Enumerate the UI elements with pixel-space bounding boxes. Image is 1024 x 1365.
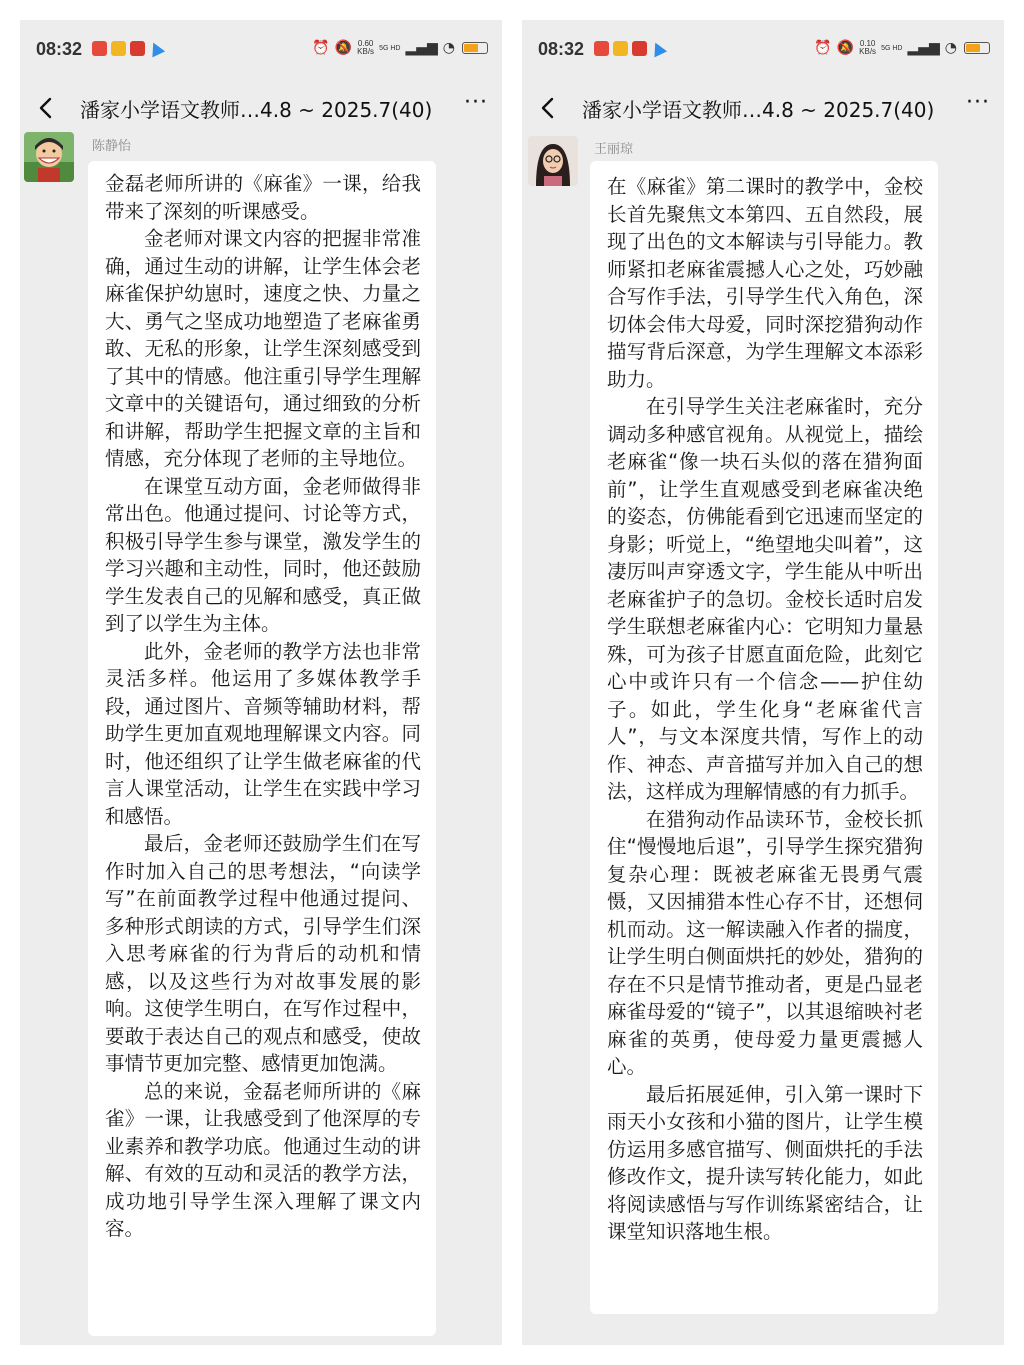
wifi-icon: ◔: [442, 40, 455, 56]
signal-icon: ▂▄▆: [907, 40, 940, 56]
message-paragraph: 在《麻雀》第二课时的教学中，金校长首先聚焦文本第四、五自然段，展现了出色的文本解读与引导能力。教师紧扣老麻雀震撼人心之处，巧妙融合写作手法，引导学生代入角色，深切体会伟大母爱，同时深挖猎狗动作描写背后深意，为学生理解文本添彩助力。: [607, 175, 923, 391]
battery-icon: [964, 42, 990, 54]
system-icons: [312, 40, 488, 56]
status-bar: [20, 20, 502, 82]
more-icon[interactable]: ···: [464, 90, 488, 115]
chat-title: 潘家小学语文教师…4.8 ~ 2025.7(40): [582, 98, 935, 122]
wifi-icon: ◔: [944, 40, 957, 56]
back-icon[interactable]: [34, 96, 58, 120]
alarm-icon: ⏰: [814, 40, 832, 56]
app-notification-icon: [632, 41, 647, 56]
message-paragraph: 在课堂互动方面，金老师做得非常出色。他通过提问、讨论等方式，积极引导学生参与课堂，激发学生的学习兴趣和主动性，同时，他还鼓励学生发表自己的见解和感受，真正做到了以学生为主体。: [105, 474, 421, 635]
alarm-icon: ⏰: [312, 40, 330, 56]
notification-icons: [594, 41, 665, 56]
message-paragraph: 在引导学生关注老麻雀时，充分调动多种感官视角。从视觉上，描绘老麻雀“像一块石头似的落在猎狗面前”，让学生直观感受到老麻雀决绝的姿态，仿佛能看到它迅速而坚定的身影；听觉上，“绝望地尖叫着”，这凄厉叫声穿透文字，学生能从中听出老麻雀护子的急切。金校长适时启发学生联想老麻雀内心：它明知力量悬殊，可为孩子甘愿直面危险，此刻它心中或许只有一个信念——护住幼子。如此，学生化身“老麻雀代言人”，与文本深度共情，写作上的动作、神态、声音描写并加入自己的想法，这样成为理解情感的有力抓手。: [607, 395, 923, 803]
mute-icon: 🔕: [334, 40, 353, 56]
message-bubble[interactable]: [590, 161, 938, 1314]
status-time: 08:32: [538, 39, 585, 59]
network-type: 5G HD: [379, 44, 401, 52]
avatar[interactable]: [24, 132, 74, 182]
app-notification-icon: [130, 41, 145, 56]
more-icon[interactable]: ···: [966, 90, 990, 115]
send-notification-icon: [649, 40, 667, 58]
message-paragraph: 最后拓展延伸，引入第一课时下雨天小女孩和小猫的图片，让学生模仿运用多感官描写、侧面烘托的手法修改作文，提升读写转化能力，如此将阅读感悟与写作训练紧密结合，让课堂知识落地生根。: [607, 1082, 923, 1243]
app-notification-icon: [92, 41, 107, 56]
chat-screenshot-right: [522, 20, 1004, 1345]
network-speed: 0.60 KB/s: [357, 39, 375, 56]
chat-header: [522, 82, 1004, 140]
back-icon[interactable]: [536, 96, 560, 120]
status-bar: [522, 20, 1004, 82]
network-type: 5G HD: [881, 44, 903, 52]
message-paragraph: 金老师对课文内容的把握非常准确，通过生动的讲解，让学生体会老麻雀保护幼崽时，速度之快、力量之大、勇气之坚成功地塑造了老麻雀勇敢、无私的形象，让学生深刻感受到了其中的情感。他注重引导学生理解文章中的关键语句，通过细致的分析和讲解，帮助学生把握文章的主旨和情感，充分体现了老师的主导地位。: [105, 227, 421, 470]
message-bubble[interactable]: [88, 161, 436, 1336]
chat-header: [20, 82, 502, 140]
message-paragraph: 总的来说，金磊老师所讲的《麻雀》一课，让我感受到了他深厚的专业素养和教学功底。他通过生动的讲解、有效的互动和灵活的教学方法，成功地引导学生深入理解了课文内容。: [105, 1079, 421, 1240]
notification-icons: [92, 41, 163, 56]
battery-icon: [462, 42, 488, 54]
network-speed: 0.10 KB/s: [859, 39, 877, 56]
system-icons: [814, 40, 990, 56]
status-time: 08:32: [36, 39, 83, 59]
sender-name: 陈静怡: [92, 139, 132, 154]
send-notification-icon: [147, 40, 165, 58]
message-paragraph: 金磊老师所讲的《麻雀》一课，给我带来了深刻的听课感受。: [105, 172, 421, 223]
app-notification-icon: [613, 41, 628, 56]
message-paragraph: 最后，金老师还鼓励学生们在写作时加入自己的思考想法，“向读学写”在前面教学过程中他通过提问、多种形式朗读的方式，引导学生们深入思考麻雀的行为背后的动机和情感，以及这些行为对故事发展的影响。这使学生明白，在写作过程中，要敢于表达自己的观点和感受，使故事情节更加完整、感情更加饱满。: [105, 832, 421, 1075]
avatar[interactable]: [528, 136, 578, 186]
sender-name: 王丽琼: [594, 142, 634, 157]
app-notification-icon: [111, 41, 126, 56]
message-paragraph: 在猎狗动作品读环节，金校长抓住“慢慢地后退”，引导学生探究猎狗复杂心理：既被老麻雀无畏勇气震慑，又因捕猎本性心存不甘，还想伺机而动。这一解读融入作者的揣度，让学生明白侧面烘托的妙处，猎狗的存在不只是情节推动者，更是凸显老麻雀母爱的“镜子”，以其退缩映衬老麻雀的英勇，使母爱力量更震撼人心。: [607, 807, 923, 1078]
signal-icon: ▂▄▆: [405, 40, 438, 56]
chat-title: 潘家小学语文教师…4.8 ~ 2025.7(40): [80, 98, 433, 122]
message-paragraph: 此外，金老师的教学方法也非常灵活多样。他运用了多媒体教学手段，通过图片、音频等辅助材料，帮助学生更加直观地理解课文内容。同时，他还组织了让学生做老麻雀的代言人课堂活动，让学生在实践中学习和感悟。: [105, 639, 421, 828]
app-notification-icon: [594, 41, 609, 56]
chat-screenshot-left: [20, 20, 502, 1345]
mute-icon: 🔕: [836, 40, 855, 56]
